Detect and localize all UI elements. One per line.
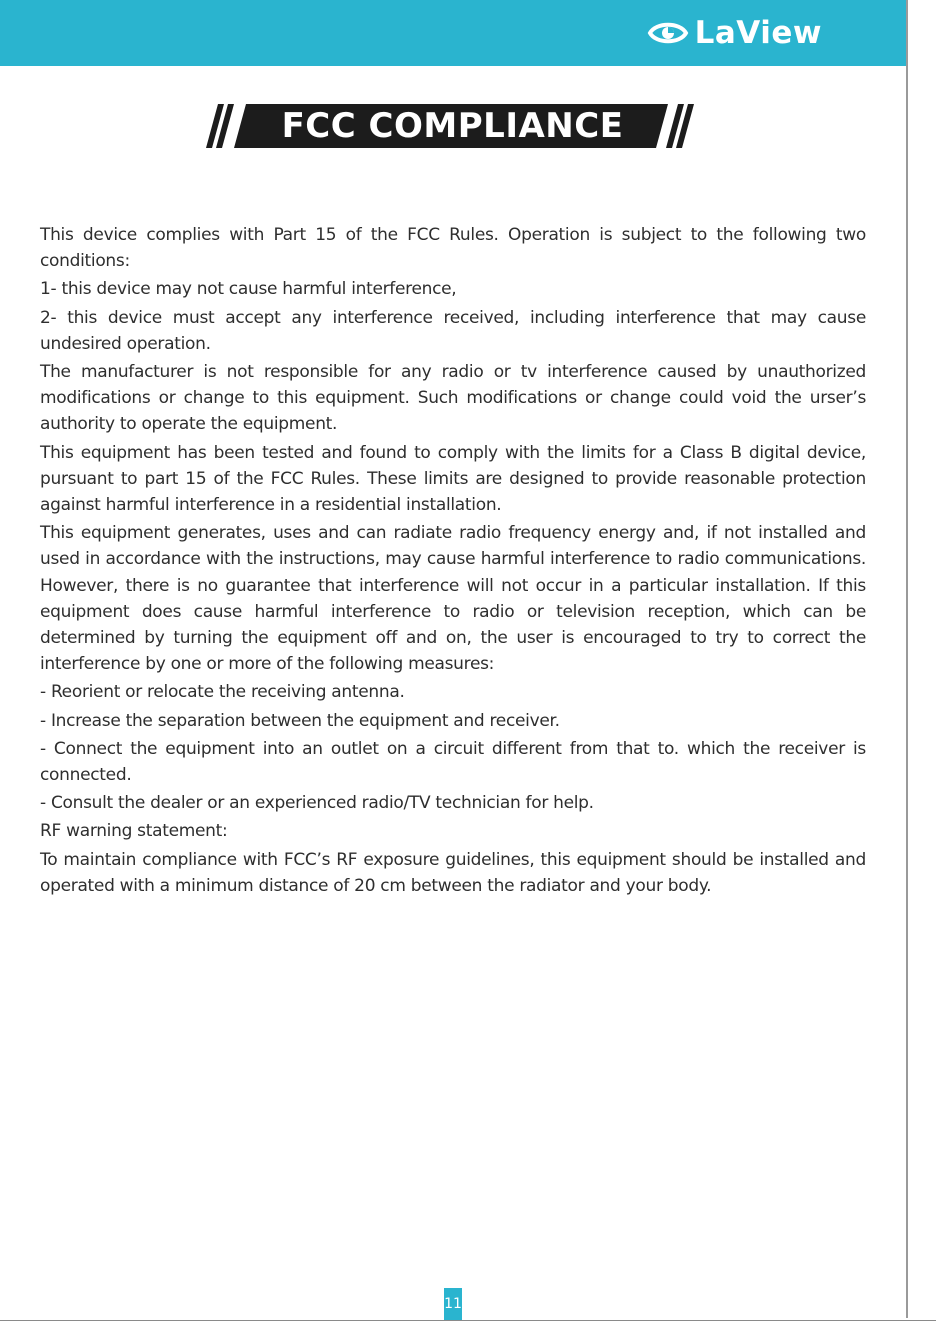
page-title: FCC COMPLIANCE — [281, 106, 624, 146]
page-number: 11 — [444, 1288, 462, 1320]
header-bar — [0, 0, 906, 66]
paragraph: - Consult the dealer or an experienced radio/TV technician for help. — [40, 793, 594, 814]
paragraph: RF warning statement: — [40, 821, 228, 842]
brand-logo — [647, 12, 822, 54]
paragraph: This device complies with Part 15 of the FCC Rules. Operation is subject to the following two conditions: — [40, 225, 866, 272]
paragraph: - Reorient or relocate the receiving antenna. — [40, 682, 405, 703]
paragraph: - Connect the equipment into an outlet on a circuit different from that to. which the receiver is connected. — [40, 738, 866, 786]
paragraph: This equipment generates, uses and can radiate radio frequency energy and, if not installed and used in accordance with the instructions, may cause harmful interference to radio communications. However, there is no guarantee that interference will not occur in a particular installation. If this equipment does cause harmful interference to radio or television reception, which can be determined by turning the equipment off and on, the user is encouraged to try to correct the interference by one or more of the following measures: — [40, 523, 866, 675]
paragraph: The manufacturer is not responsible for any radio or tv interference caused by unauthorized modifications or change to this equipment. Such modifications or change could void the urser’s authority to operate the equipment. — [40, 362, 866, 435]
page-bottom-rule — [0, 1320, 936, 1321]
eye-logo-icon — [647, 16, 689, 50]
fcc-statement-body — [40, 222, 866, 901]
title-banner — [200, 100, 710, 152]
paragraph: 2- this device must accept any interference received, including interference that may cause undesired operation. — [40, 307, 866, 354]
paragraph: - Increase the separation between the equipment and receiver. — [40, 710, 560, 731]
paragraph: This equipment has been tested and found to comply with the limits for a Class B digital device, pursuant to part 15 of the FCC Rules. These limits are designed to provide reasonable protection against harmful interference in a residential installation. — [40, 442, 866, 516]
brand-name: LaView — [694, 15, 822, 51]
paragraph: To maintain compliance with FCC’s RF exposure guidelines, this equipment should be installed and operated with a minimum distance of 20 cm between the radiator and your body. — [40, 849, 866, 896]
page-edge-rule — [906, 0, 908, 1318]
paragraph: 1- this device may not cause harmful interference, — [40, 279, 457, 300]
